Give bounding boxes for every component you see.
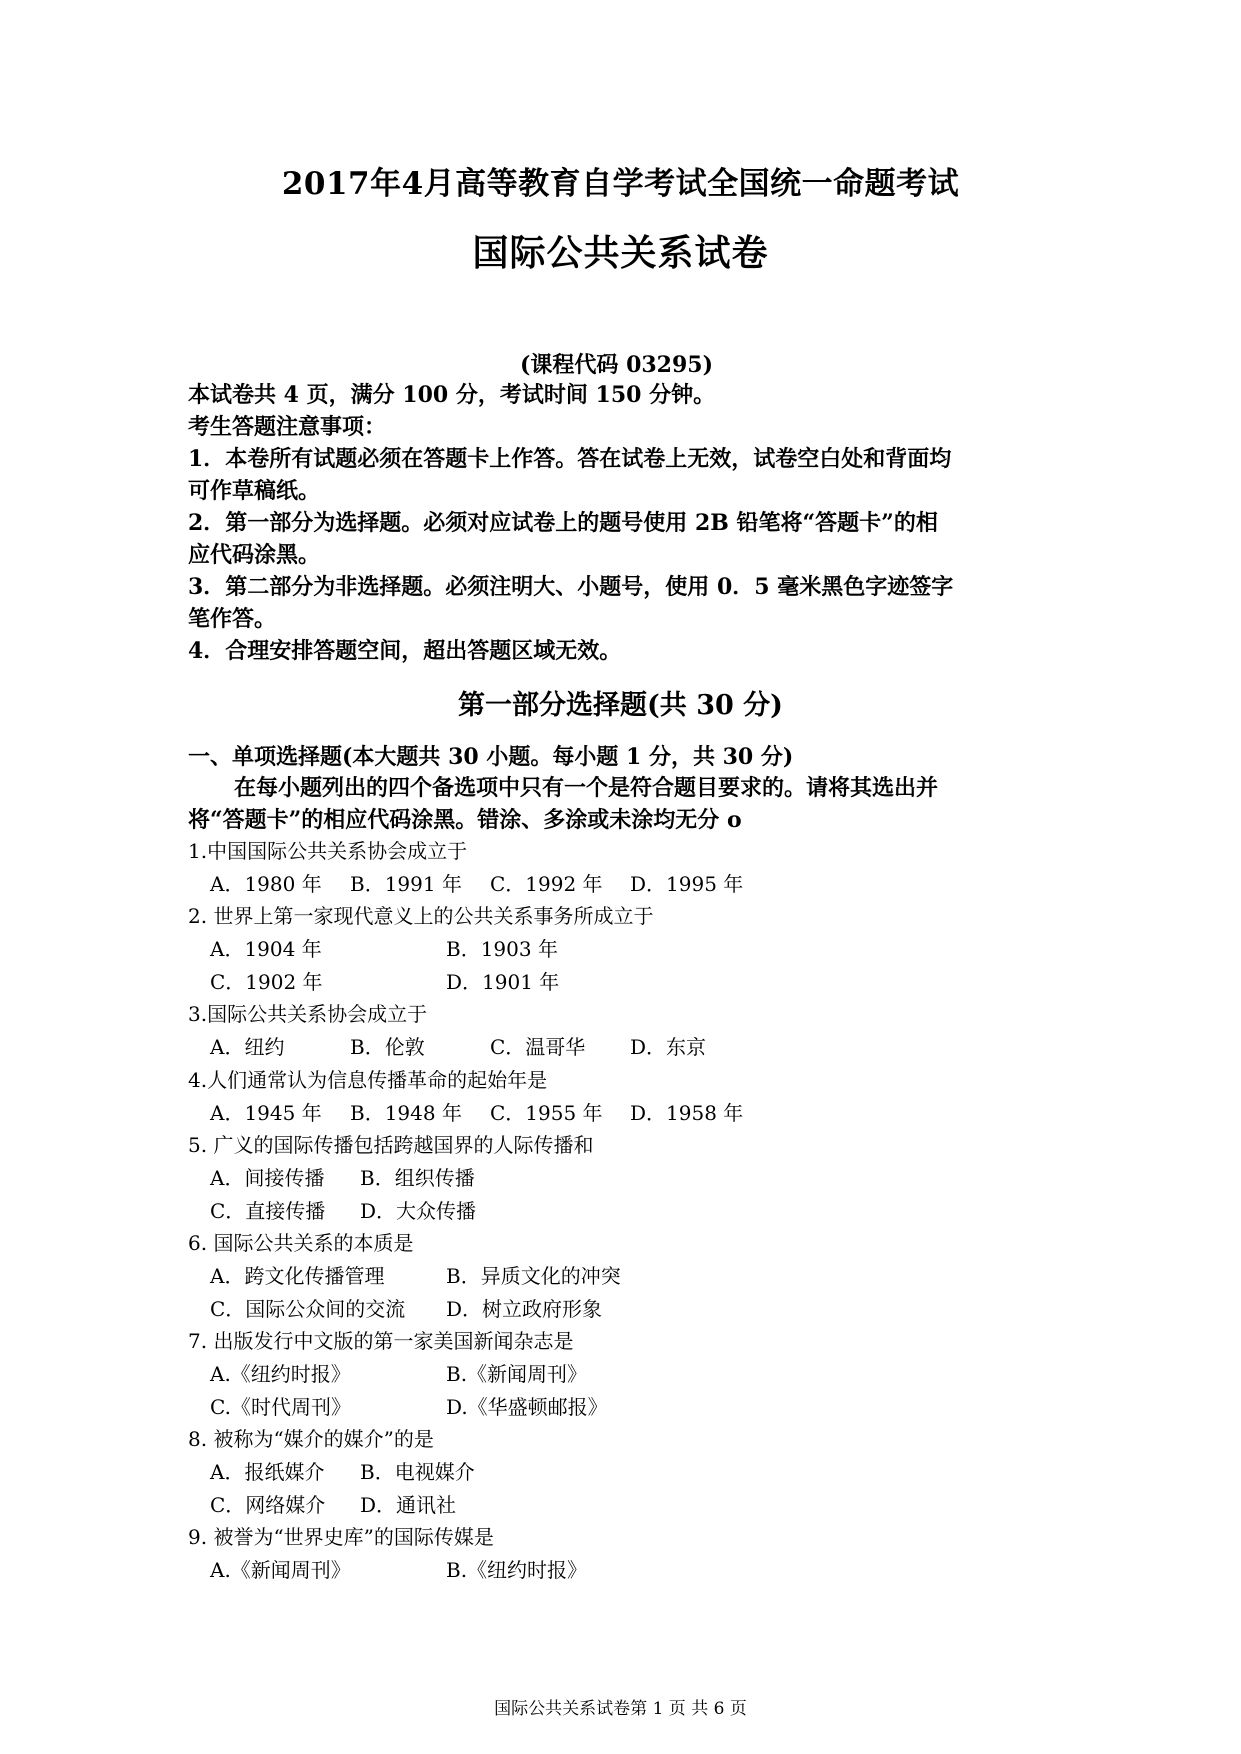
- note-line: 笔作答。: [188, 606, 277, 632]
- question-stem: 8. 被称为“媒介的媒介”的是: [188, 1427, 434, 1452]
- answer-option: A．1904 年: [210, 937, 322, 962]
- answer-option: D．通讯社: [360, 1492, 457, 1517]
- option-row: [188, 868, 1068, 901]
- answer-option: B．异质文化的冲突: [446, 1263, 621, 1288]
- option-row: [188, 966, 1068, 999]
- note-line: 本试卷共 4 页，满分 100 分，考试时间 150 分钟。: [188, 382, 716, 408]
- answer-option: B．组织传播: [360, 1165, 475, 1190]
- answer-option: D．大众传播: [360, 1198, 477, 1223]
- note-line: 1．本卷所有试题必须在答题卡上作答。答在试卷上无效，试卷空白处和背面均: [188, 446, 952, 472]
- answer-option: D．树立政府形象: [446, 1296, 603, 1321]
- question-stem: 4.人们通常认为信息传播革命的起始年是: [188, 1067, 548, 1092]
- option-row: [188, 1031, 1068, 1064]
- answer-option: A．跨文化传播管理: [210, 1263, 385, 1288]
- option-row: [188, 1391, 1068, 1424]
- note-line: 4．合理安排答题空间，超出答题区域无效。: [188, 638, 622, 664]
- question-list: [188, 835, 1068, 1587]
- answer-option: C.《时代周刊》: [210, 1394, 351, 1419]
- part-instructions: [188, 772, 1068, 836]
- answer-option: B.《新闻周刊》: [446, 1362, 588, 1386]
- part-heading: 一、单项选择题(本大题共 30 小题。每小题 1 分，共 30 分): [188, 744, 794, 770]
- answer-option: D.《华盛顿邮报》: [446, 1394, 608, 1419]
- answer-option: B．伦敦: [350, 1035, 425, 1060]
- section-title: 第一部分选择题(共 30 分): [458, 690, 783, 721]
- answer-option: C．国际公众间的交流: [210, 1296, 406, 1321]
- note-line: 应代码涂黑。: [188, 542, 321, 568]
- answer-option: C．1902 年: [210, 969, 323, 994]
- note-line: 可作草稿纸。: [188, 478, 321, 504]
- answer-option: A．纽约: [210, 1035, 285, 1060]
- question-stem: 1.中国国际公共关系协会成立于: [188, 839, 468, 863]
- question-stem: 2. 世界上第一家现代意义上的公共关系事务所成立于: [188, 904, 654, 929]
- answer-option: A．1945 年: [210, 1100, 322, 1125]
- exam-title: 2017年4月高等教育自学考试全国统一命题考试: [281, 166, 960, 202]
- answer-option: B．1903 年: [446, 937, 558, 962]
- answer-option: A．1980 年: [210, 871, 322, 896]
- question-stem: 9. 被誉为“世界史库”的国际传媒是: [188, 1525, 494, 1550]
- page-footer: 国际公共关系试卷第 1 页 共 6 页: [494, 1699, 747, 1719]
- course-code: (课程代码 03295): [520, 352, 714, 378]
- answer-option: C．温哥华: [490, 1035, 586, 1060]
- option-row: [188, 1456, 1068, 1489]
- answer-option: B．电视媒介: [360, 1460, 475, 1485]
- answer-option: D．东京: [630, 1035, 707, 1060]
- question-stem: 7. 出版发行中文版的第一家美国新闻杂志是: [188, 1329, 574, 1354]
- option-row: [188, 1260, 1068, 1293]
- answer-option: C．直接传播: [210, 1198, 326, 1223]
- answer-option: A．报纸媒介: [210, 1460, 325, 1485]
- option-row: [188, 1195, 1068, 1228]
- option-row: [188, 1162, 1068, 1195]
- instruction-line: 在每小题列出的四个备选项中只有一个是符合题目要求的。请将其选出并: [234, 775, 939, 801]
- answer-option: A.《新闻周刊》: [210, 1558, 351, 1583]
- option-row: [188, 1489, 1068, 1522]
- answer-option: A．间接传播: [210, 1165, 325, 1190]
- answer-option: D．1958 年: [630, 1100, 744, 1125]
- instruction-line: 将“答题卡”的相应代码涂黑。错涂、多涂或未涂均无分 o: [188, 807, 742, 833]
- option-row: [188, 1358, 1068, 1391]
- answer-option: D．1995 年: [630, 871, 744, 896]
- question-stem: 3.国际公共关系协会成立于: [188, 1002, 428, 1027]
- answer-option: D．1901 年: [446, 969, 560, 994]
- question-stem: 6. 国际公共关系的本质是: [188, 1231, 414, 1256]
- note-line: 考生答题注意事项：: [188, 414, 387, 440]
- note-line: 2．第一部分为选择题。必须对应试卷上的题号使用 2B 铅笔将“答题卡”的相: [188, 510, 938, 536]
- question-stem: 5. 广义的国际传播包括跨越国界的人际传播和: [188, 1133, 594, 1158]
- option-row: [188, 1293, 1068, 1326]
- note-line: 3．第二部分为非选择题。必须注明大、小题号，使用 0．5 毫米黑色字迹签字: [188, 574, 954, 600]
- option-row: [188, 933, 1068, 966]
- option-row: [188, 1097, 1068, 1130]
- answer-option: B.《纽约时报》: [446, 1558, 588, 1583]
- paper-title: 国际公共关系试卷: [472, 232, 769, 274]
- answer-option: C．网络媒介: [210, 1492, 326, 1517]
- option-row: [188, 1554, 1068, 1587]
- answer-option: B．1948 年: [350, 1100, 462, 1125]
- answer-option: C．1955 年: [490, 1100, 603, 1125]
- answer-option: C．1992 年: [490, 871, 603, 896]
- exam-notes: [188, 379, 1068, 667]
- answer-option: B．1991 年: [350, 871, 462, 896]
- answer-option: A.《纽约时报》: [210, 1362, 351, 1386]
